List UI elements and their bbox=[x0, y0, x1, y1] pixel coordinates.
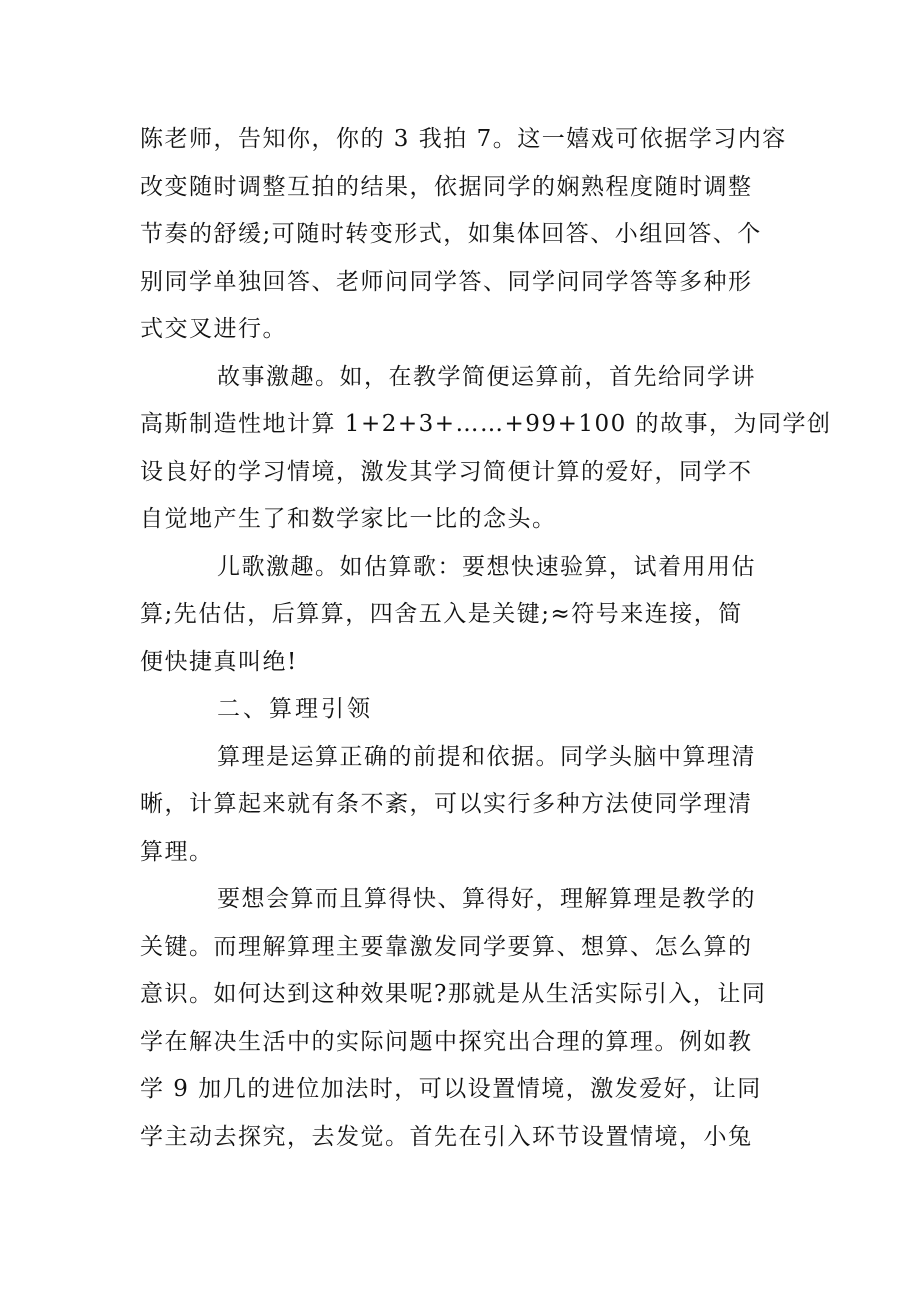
text-line: 故事激趣。如，在教学简便运算前，首先给同学讲 bbox=[217, 363, 756, 390]
text-line: 便快捷真叫绝! bbox=[140, 648, 298, 675]
text-line: 关键。而理解算理主要靠激发同学要算、想算、怎么算的 bbox=[140, 933, 753, 960]
paragraph-understanding-reasoning bbox=[140, 876, 780, 1161]
text-line: 意识。如何达到这种效果呢?那就是从生活实际引入，让同 bbox=[140, 981, 767, 1007]
text-line: 学 9 加几的进位加法时，可以设置情境，激发爱好，让同 bbox=[140, 1076, 762, 1102]
text-line: 学主动去探究，去发觉。首先在引入环节设置情境，小兔 bbox=[140, 1123, 753, 1150]
text-line: 自觉地产生了和数学家比一比的念头。 bbox=[140, 506, 557, 532]
paragraph-rhyme-interest bbox=[140, 544, 780, 687]
text-line: 儿歌激趣。如估算歌：要想快速验算，试着用用估 bbox=[217, 553, 756, 580]
text-line: 晰，计算起来就有条不紊，可以实行多种方法使同学理清 bbox=[140, 791, 753, 817]
text-line: 算理是运算正确的前提和依据。同学头脑中算理清 bbox=[217, 743, 756, 770]
text-line: 算;先估估，后算算，四舍五入是关键;≈符号来连接，简 bbox=[140, 601, 743, 627]
text-line: 高斯制造性地计算 1+2+3+……+99+100 的故事，为同学创 bbox=[140, 411, 832, 437]
text-line: 学在解决生活中的实际问题中探究出合理的算理。例如教 bbox=[140, 1028, 753, 1055]
paragraph-intro-game bbox=[140, 116, 787, 354]
text-line: 算理。 bbox=[140, 838, 214, 865]
text-line: 要想会算而且算得快、算得好，理解算理是教学的 bbox=[217, 886, 756, 912]
section-heading bbox=[140, 686, 780, 734]
text-line: 陈老师，告知你，你的 3 我拍 7。这一嬉戏可依据学习内容 bbox=[140, 126, 787, 152]
text-line: 改变随时调整互拍的结果，依据同学的娴熟程度随时调整 bbox=[140, 173, 753, 200]
text-line: 别同学单独回答、老师问同学答、同学问同学答等多种形 bbox=[140, 268, 753, 295]
paragraph-story-interest bbox=[140, 354, 832, 544]
text-line: 设良好的学习情境，激发其学习简便计算的爱好，同学不 bbox=[140, 458, 753, 485]
section-heading-text: 二、算理引领 bbox=[217, 696, 373, 722]
paragraph-arithmetic-reasoning bbox=[140, 734, 780, 877]
text-line: 式交叉进行。 bbox=[140, 316, 287, 342]
document-body bbox=[140, 116, 832, 1161]
text-line: 节奏的舒缓;可随时转变形式，如集体回答、小组回答、个 bbox=[140, 221, 762, 247]
